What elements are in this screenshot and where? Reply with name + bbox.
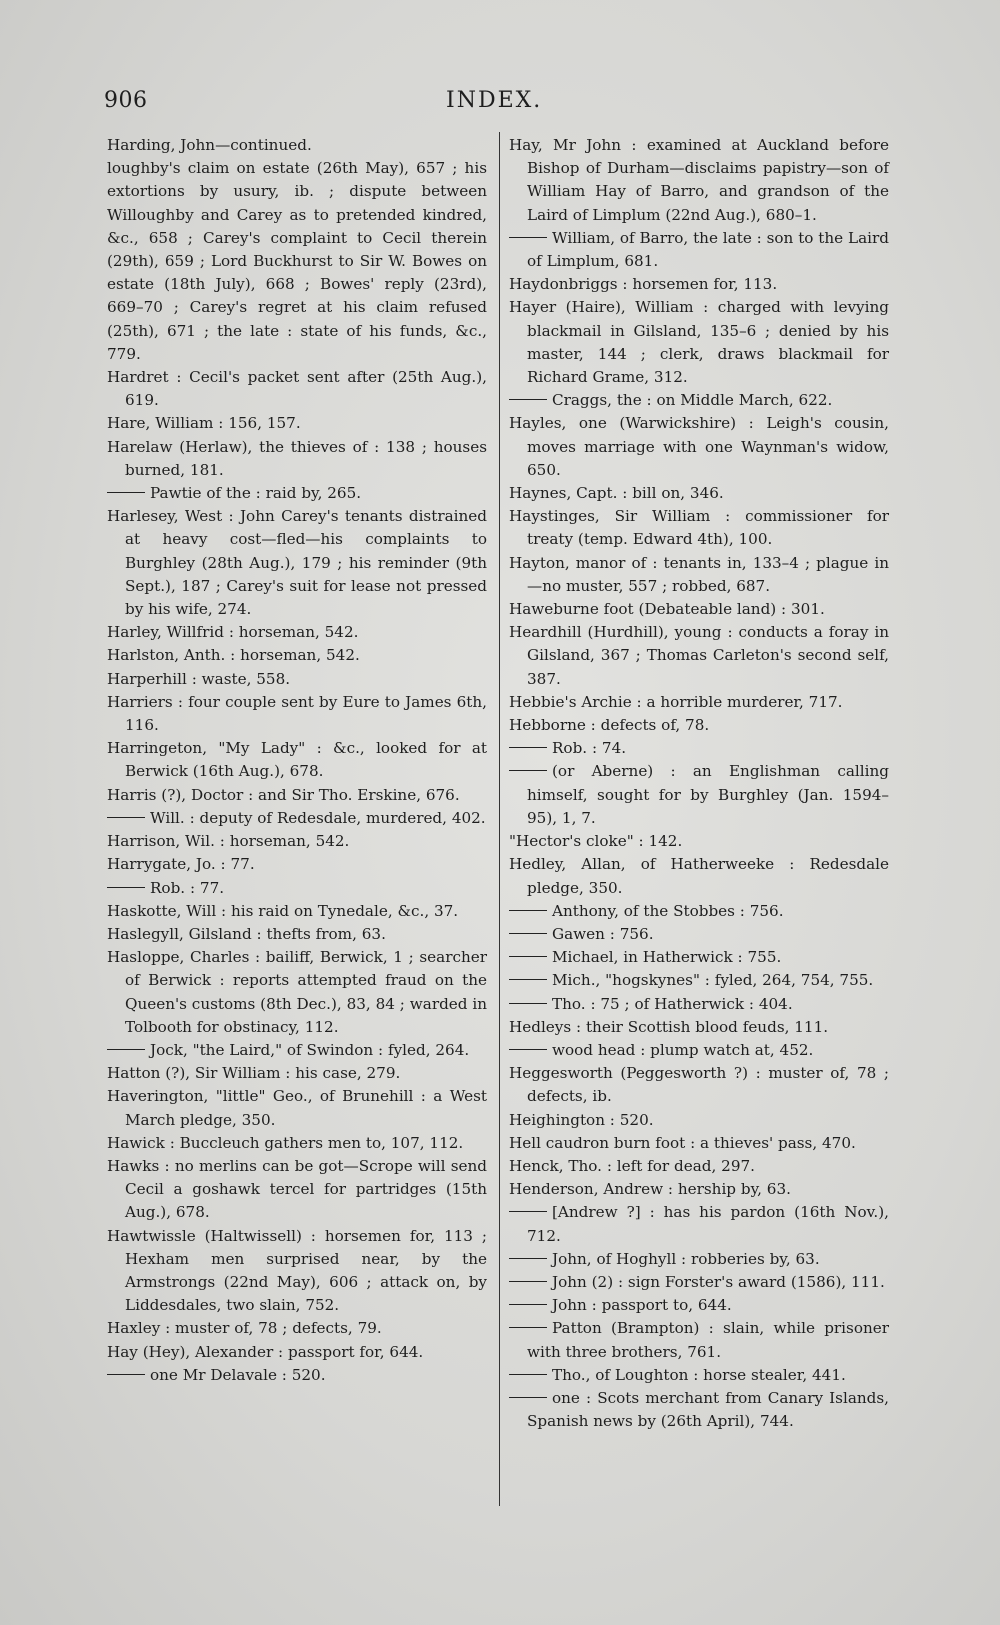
index-entry [509, 296, 889, 389]
index-subentry [107, 482, 487, 505]
index-entry [107, 1225, 487, 1318]
entry-text: Harlesey, West : John Carey's tenants distrained at heavy cost—fled—his complaints to Burghley (28th Aug.), 179 ; his reminder (9th Sept.), 187 ; Carey's suit for lease not pressed by his wife, 274. [107, 507, 487, 619]
index-entry [509, 1178, 889, 1201]
entry-text: Hardret : Cecil's packet sent after (25th Aug.), 619. [107, 368, 487, 410]
entry-text: one Mr Delavale : 520. [150, 1365, 326, 1384]
entry-text: Tho., of Loughton : horse stealer, 441. [552, 1365, 846, 1384]
entry-text: Tho. : 75 ; of Hatherwick : 404. [552, 994, 793, 1013]
entry-text: Heighington : 520. [509, 1110, 654, 1129]
index-subentry [509, 1317, 889, 1363]
index-subentry [509, 923, 889, 946]
index-subentry [509, 760, 889, 830]
entry-text: (or Aberne) : an Englishman calling himself, sought for by Burghley (Jan. 1594–95), 1, 7. [527, 762, 889, 827]
repeat-dash [107, 887, 145, 888]
entry-text: one : Scots merchant from Canary Islands, Spanish news by (26th April), 744. [527, 1388, 889, 1431]
entry-text: Haverington, "little" Geo., of Brunehill : a West March pledge, 350. [107, 1087, 487, 1129]
index-subentry [107, 1039, 487, 1062]
entry-text: Mich., "hogskynes" : fyled, 264, 754, 755. [552, 971, 874, 990]
entry-text: wood head : plump watch at, 452. [552, 1040, 814, 1059]
repeat-dash [509, 747, 547, 748]
index-subentry [509, 1387, 889, 1433]
index-entry [509, 412, 889, 482]
index-entry [107, 668, 487, 691]
entry-text: Hawick : Buccleuch gathers men to, 107, 112. [107, 1133, 464, 1152]
index-entry [509, 1109, 889, 1132]
index-entry [509, 691, 889, 714]
index-subentry [509, 1364, 889, 1387]
index-entry [107, 691, 487, 737]
entry-text: William, of Barro, the late : son to the Laird of Limplum, 681. [527, 228, 889, 271]
entry-text: Haynes, Capt. : bill on, 346. [509, 484, 724, 503]
entry-text: Michael, in Hatherwick : 755. [552, 948, 782, 967]
entry-text: Rob. : 74. [552, 739, 627, 758]
entry-text: John, of Hoghyll : robberies by, 63. [552, 1249, 820, 1268]
entry-text: Haslegyll, Gilsland : thefts from, 63. [107, 924, 386, 943]
index-entry [107, 900, 487, 923]
repeat-dash [509, 1211, 547, 1212]
index-entry [107, 853, 487, 876]
entry-text: Jock, "the Laird," of Swindon : fyled, 264. [150, 1040, 470, 1059]
entry-text: Harlston, Anth. : horseman, 542. [107, 646, 360, 665]
entry-text: Hedley, Allan, of Hatherweeke : Redesdale pledge, 350. [509, 855, 889, 897]
index-entry [107, 134, 487, 157]
entry-text: Harrygate, Jo. : 77. [107, 855, 255, 874]
repeat-dash [509, 237, 547, 238]
column-divider [499, 132, 500, 1506]
entry-text: Hebborne : defects of, 78. [509, 716, 710, 735]
entry-text: Will. : deputy of Redesdale, murdered, 402. [150, 808, 486, 827]
index-entry [107, 1085, 487, 1131]
index-subentry [509, 1201, 889, 1247]
entry-text: loughby's claim on estate (26th May), 657 ; his extortions by usury, ib. ; dispute between Willoughby and Carey as to pretended kindred, &c., 658 ; Carey's complaint to Cecil therein (29th), 659 ; Lord Buckhurst to Sir W. Bowes on estate (18th July), 668 ; Bowes' reply (23rd), 669–70 ; Carey's regret at his claim refused (25th), 671 ; the late : state of his funds, &c., 779. [107, 159, 487, 363]
index-subentry [509, 737, 889, 760]
index-entry [509, 1132, 889, 1155]
index-entry [107, 784, 487, 807]
index-entry [509, 273, 889, 296]
entry-text: Harperhill : waste, 558. [107, 669, 291, 688]
entry-text: Harding, John—continued. [107, 136, 312, 154]
entry-text: Hayles, one (Warwickshire) : Leigh's cousin, moves marriage with one Waynman's widow, 650. [509, 414, 889, 479]
index-subentry [509, 969, 889, 992]
index-entry [107, 830, 487, 853]
repeat-dash [509, 933, 547, 934]
repeat-dash [107, 817, 145, 818]
entry-text: Anthony, of the Stobbes : 756. [552, 901, 784, 920]
entry-text: Harrison, Wil. : horseman, 542. [107, 832, 350, 851]
index-entry [107, 737, 487, 783]
repeat-dash [509, 399, 547, 400]
index-entry [509, 552, 889, 598]
entry-text: Craggs, the : on Middle March, 622. [552, 391, 833, 410]
entry-text: Haydonbriggs : horsemen for, 113. [509, 275, 778, 294]
entry-text: Hayer (Haire), William : charged with levying blackmail in Gilsland, 135–6 ; denied by his master, 144 ; clerk, draws blackmail for Richard Grame, 312. [509, 298, 889, 387]
repeat-dash [509, 979, 547, 980]
repeat-dash [509, 910, 547, 911]
repeat-dash [509, 1327, 547, 1328]
index-entry [509, 621, 889, 691]
index-entry [509, 134, 889, 227]
repeat-dash [509, 1003, 547, 1004]
index-entry [509, 505, 889, 551]
index-entry [107, 1341, 487, 1364]
entry-text: Harris (?), Doctor : and Sir Tho. Erskine, 676. [107, 785, 460, 804]
index-subentry [107, 807, 487, 830]
repeat-dash [509, 770, 547, 771]
index-entry [107, 1155, 487, 1225]
index-entry [107, 1317, 487, 1340]
entry-text: John : passport to, 644. [552, 1296, 732, 1315]
index-entry [509, 482, 889, 505]
index-subentry [509, 389, 889, 412]
index-subentry [509, 993, 889, 1016]
repeat-dash [107, 1374, 145, 1375]
entry-text: Haskotte, Will : his raid on Tynedale, &c., 37. [107, 901, 459, 920]
entry-text: Pawtie of the : raid by, 265. [150, 484, 362, 503]
entry-text: Harley, Willfrid : horseman, 542. [107, 623, 359, 642]
entry-text: Gawen : 756. [552, 924, 654, 943]
entry-text: Hay (Hey), Alexander : passport for, 644. [107, 1342, 424, 1361]
entry-text: Haystinges, Sir William : commissioner for treaty (temp. Edward 4th), 100. [509, 507, 889, 549]
page-number: 906 [104, 88, 148, 113]
repeat-dash [509, 1374, 547, 1375]
entry-text: Hawks : no merlins can be got—Scrope will send Cecil a goshawk tercel for partridges (15th Aug.), 678. [107, 1156, 487, 1222]
entry-text: "Hector's cloke" : 142. [509, 832, 683, 851]
entry-text: Hawtwissle (Haltwissell) : horsemen for, 113 ; Hexham men surprised near, by the Armstrongs (22nd May), 606 ; attack on, by Liddesdales, two slain, 752. [107, 1226, 487, 1315]
index-entry [509, 853, 889, 899]
entry-text: Haxley : muster of, 78 ; defects, 79. [107, 1319, 382, 1338]
repeat-dash [509, 1397, 547, 1398]
repeat-dash [107, 1049, 145, 1050]
entry-text: Hasloppe, Charles : bailiff, Berwick, 1 ; searcher of Berwick : reports attempted fraud on the Queen's customs (8th Dec.), 83, 84 ; warded in Tolbooth for obstinacy, 112. [107, 948, 487, 1036]
entry-text: Hay, Mr John : examined at Auckland before Bishop of Durham—disclaims papistry—son of William Hay of Barro, and grandson of the Laird of Limplum (22nd Aug.), 680–1. [509, 136, 889, 224]
index-entry [107, 946, 487, 1039]
entry-text: Harringeton, "My Lady" : &c., looked for at Berwick (16th Aug.), 678. [107, 739, 487, 781]
index-entry [509, 1016, 889, 1039]
index-entry [509, 1062, 889, 1108]
entry-text: Rob. : 77. [150, 878, 225, 897]
entry-text: Hebbie's Archie : a horrible murderer, 717. [509, 692, 843, 711]
index-entry [107, 1062, 487, 1085]
entry-text: [Andrew ?] : has his pardon (16th Nov.), 712. [527, 1203, 889, 1245]
entry-text: Patton (Brampton) : slain, while prisoner with three brothers, 761. [527, 1319, 889, 1361]
entry-text: Hell caudron burn foot : a thieves' pass, 470. [509, 1133, 856, 1152]
index-entry [107, 436, 487, 482]
entry-text: John (2) : sign Forster's award (1586), 111. [552, 1272, 885, 1291]
index-subentry [509, 1039, 889, 1062]
page-title: INDEX. [446, 88, 543, 113]
index-entry [107, 412, 487, 435]
index-entry [107, 505, 487, 621]
repeat-dash [509, 956, 547, 957]
index-entry [107, 157, 487, 366]
index-subentry [509, 1248, 889, 1271]
index-entry [107, 366, 487, 412]
repeat-dash [509, 1281, 547, 1282]
repeat-dash [107, 492, 145, 493]
index-entry [107, 923, 487, 946]
index-entry [509, 830, 889, 853]
index-entry [107, 644, 487, 667]
entry-text: Harriers : four couple sent by Eure to James 6th, 116. [107, 692, 487, 735]
right-column [509, 134, 889, 1433]
index-subentry [509, 227, 889, 273]
index-subentry [509, 1271, 889, 1294]
index-subentry [107, 877, 487, 900]
entry-text: Heardhill (Hurdhill), young : conducts a foray in Gilsland, 367 ; Thomas Carleton's second self, 387. [509, 623, 889, 688]
entry-text: Hedleys : their Scottish blood feuds, 111. [509, 1017, 829, 1036]
index-entry [509, 714, 889, 737]
repeat-dash [509, 1304, 547, 1305]
entry-text: Harelaw (Herlaw), the thieves of : 138 ; houses burned, 181. [107, 437, 487, 479]
entry-text: Haweburne foot (Debateable land) : 301. [509, 600, 825, 619]
entry-text: Henck, Tho. : left for dead, 297. [509, 1156, 755, 1175]
repeat-dash [509, 1049, 547, 1050]
repeat-dash [509, 1258, 547, 1259]
left-column [107, 134, 487, 1387]
index-entry [509, 598, 889, 621]
index-subentry [509, 946, 889, 969]
entry-text: Heggesworth (Peggesworth ?) : muster of, 78 ; defects, ib. [509, 1064, 889, 1106]
index-entry [509, 1155, 889, 1178]
index-entry [107, 1132, 487, 1155]
index-subentry [509, 900, 889, 923]
index-subentry [509, 1294, 889, 1317]
entry-text: Hatton (?), Sir William : his case, 279. [107, 1064, 401, 1083]
index-entry [107, 621, 487, 644]
entry-text: Henderson, Andrew : hership by, 63. [509, 1180, 791, 1199]
entry-text: Hayton, manor of : tenants in, 133–4 ; plague in—no muster, 557 ; robbed, 687. [509, 553, 889, 595]
entry-text: Hare, William : 156, 157. [107, 414, 301, 433]
index-subentry [107, 1364, 487, 1387]
